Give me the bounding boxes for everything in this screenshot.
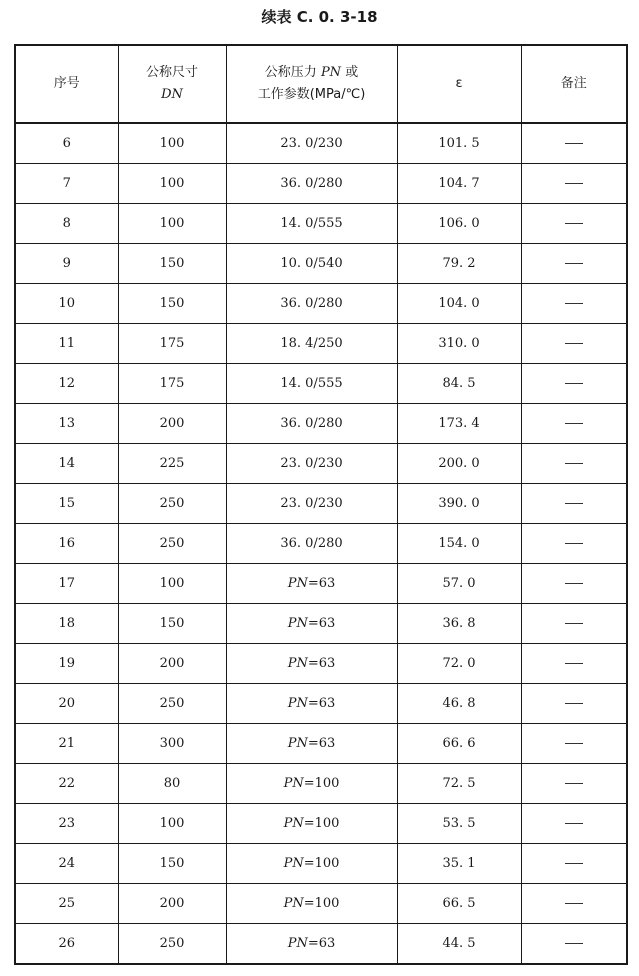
cell-epsilon: 154. 0 bbox=[397, 524, 521, 564]
cell-serial-no: 23 bbox=[15, 804, 118, 844]
cell-remarks bbox=[521, 484, 627, 524]
cell-pressure-param bbox=[226, 724, 397, 764]
cell-nominal-size: 150 bbox=[118, 844, 226, 884]
cell-epsilon: 66. 5 bbox=[397, 884, 521, 924]
cell-nominal-size: 150 bbox=[118, 244, 226, 284]
cell-serial-no: 22 bbox=[15, 764, 118, 804]
cell-pressure-param bbox=[226, 404, 397, 444]
table-row bbox=[15, 604, 627, 644]
cell-remarks bbox=[521, 764, 627, 804]
cell-pressure-param bbox=[226, 564, 397, 604]
cell-epsilon: 44. 5 bbox=[397, 924, 521, 965]
table-row bbox=[15, 524, 627, 564]
cell-pressure-param bbox=[226, 284, 397, 324]
header-dn-symbol: DN bbox=[161, 87, 183, 102]
table-row bbox=[15, 484, 627, 524]
cell-nominal-size: 250 bbox=[118, 524, 226, 564]
cell-pressure-param bbox=[226, 204, 397, 244]
cell-remarks bbox=[521, 123, 627, 164]
cell-epsilon: 104. 7 bbox=[397, 164, 521, 204]
dash-mark bbox=[565, 903, 583, 904]
pressure-value: =63 bbox=[307, 936, 336, 951]
cell-epsilon: 310. 0 bbox=[397, 324, 521, 364]
cell-pressure-param bbox=[226, 364, 397, 404]
cell-epsilon: 72. 0 bbox=[397, 644, 521, 684]
table-row bbox=[15, 564, 627, 604]
pressure-value: =63 bbox=[307, 736, 336, 751]
table-row bbox=[15, 204, 627, 244]
table-row bbox=[15, 164, 627, 204]
pressure-value: 23. 0/230 bbox=[280, 456, 343, 471]
cell-epsilon: 53. 5 bbox=[397, 804, 521, 844]
cell-serial-no: 14 bbox=[15, 444, 118, 484]
cell-nominal-size: 225 bbox=[118, 444, 226, 484]
cell-pressure-param bbox=[226, 524, 397, 564]
table-row bbox=[15, 324, 627, 364]
cell-serial-no: 24 bbox=[15, 844, 118, 884]
cell-remarks bbox=[521, 724, 627, 764]
pn-symbol: PN bbox=[287, 696, 308, 711]
cell-remarks bbox=[521, 324, 627, 364]
cell-nominal-size: 100 bbox=[118, 164, 226, 204]
cell-remarks bbox=[521, 284, 627, 324]
pressure-value: =100 bbox=[303, 856, 340, 871]
pn-symbol: PN bbox=[283, 816, 304, 831]
pressure-value: =63 bbox=[307, 616, 336, 631]
cell-epsilon: 104. 0 bbox=[397, 284, 521, 324]
dash-mark bbox=[565, 463, 583, 464]
cell-pressure-param bbox=[226, 444, 397, 484]
cell-epsilon: 84. 5 bbox=[397, 364, 521, 404]
cell-remarks bbox=[521, 364, 627, 404]
table-row bbox=[15, 364, 627, 404]
cell-nominal-size: 100 bbox=[118, 204, 226, 244]
cell-remarks bbox=[521, 524, 627, 564]
cell-nominal-size: 250 bbox=[118, 484, 226, 524]
dash-mark bbox=[565, 543, 583, 544]
pn-symbol: PN bbox=[287, 656, 308, 671]
table-row bbox=[15, 884, 627, 924]
cell-pressure-param bbox=[226, 484, 397, 524]
cell-pressure-param bbox=[226, 324, 397, 364]
cell-remarks bbox=[521, 844, 627, 884]
pressure-value: 36. 0/280 bbox=[280, 296, 343, 311]
cell-epsilon: 101. 5 bbox=[397, 123, 521, 164]
pressure-value: =63 bbox=[307, 696, 336, 711]
pressure-value: 36. 0/280 bbox=[280, 536, 343, 551]
table-row bbox=[15, 644, 627, 684]
header-pressure-prefix: 公称压力 bbox=[264, 65, 321, 80]
table-row bbox=[15, 684, 627, 724]
dash-mark bbox=[565, 863, 583, 864]
header-pressure bbox=[226, 45, 397, 123]
cell-remarks bbox=[521, 604, 627, 644]
pn-symbol: PN bbox=[283, 896, 304, 911]
header-nominal-size bbox=[118, 45, 226, 123]
cell-epsilon: 200. 0 bbox=[397, 444, 521, 484]
cell-serial-no: 10 bbox=[15, 284, 118, 324]
cell-nominal-size: 175 bbox=[118, 364, 226, 404]
cell-nominal-size: 200 bbox=[118, 404, 226, 444]
header-nominal-size-label: 公称尺寸 bbox=[145, 65, 198, 80]
cell-nominal-size: 300 bbox=[118, 724, 226, 764]
header-row bbox=[15, 45, 627, 123]
cell-epsilon: 390. 0 bbox=[397, 484, 521, 524]
table-row bbox=[15, 244, 627, 284]
dash-mark bbox=[565, 583, 583, 584]
dash-mark bbox=[565, 783, 583, 784]
pressure-value: 23. 0/230 bbox=[280, 496, 343, 511]
cell-epsilon: 72. 5 bbox=[397, 764, 521, 804]
pressure-value: 18. 4/250 bbox=[280, 336, 343, 351]
cell-serial-no: 11 bbox=[15, 324, 118, 364]
pn-symbol: PN bbox=[287, 616, 308, 631]
cell-pressure-param bbox=[226, 764, 397, 804]
cell-remarks bbox=[521, 804, 627, 844]
cell-epsilon: 173. 4 bbox=[397, 404, 521, 444]
cell-remarks bbox=[521, 884, 627, 924]
cell-epsilon: 35. 1 bbox=[397, 844, 521, 884]
pressure-value: =100 bbox=[303, 776, 340, 791]
cell-epsilon: 66. 6 bbox=[397, 724, 521, 764]
pressure-value: =63 bbox=[307, 656, 336, 671]
cell-pressure-param bbox=[226, 924, 397, 965]
cell-serial-no: 6 bbox=[15, 123, 118, 164]
table-row bbox=[15, 444, 627, 484]
cell-serial-no: 19 bbox=[15, 644, 118, 684]
dash-mark bbox=[565, 383, 583, 384]
cell-epsilon: 106. 0 bbox=[397, 204, 521, 244]
cell-nominal-size: 250 bbox=[118, 684, 226, 724]
cell-epsilon: 46. 8 bbox=[397, 684, 521, 724]
table-row bbox=[15, 804, 627, 844]
cell-remarks bbox=[521, 924, 627, 965]
cell-remarks bbox=[521, 444, 627, 484]
cell-serial-no: 15 bbox=[15, 484, 118, 524]
pn-symbol: PN bbox=[287, 736, 308, 751]
table-row bbox=[15, 123, 627, 164]
pn-symbol: PN bbox=[287, 936, 308, 951]
dash-mark bbox=[565, 183, 583, 184]
cell-pressure-param bbox=[226, 123, 397, 164]
cell-pressure-param bbox=[226, 164, 397, 204]
cell-epsilon: 36. 8 bbox=[397, 604, 521, 644]
table-body bbox=[15, 123, 627, 964]
cell-pressure-param bbox=[226, 644, 397, 684]
cell-serial-no: 9 bbox=[15, 244, 118, 284]
dash-mark bbox=[565, 423, 583, 424]
cell-remarks bbox=[521, 164, 627, 204]
cell-serial-no: 16 bbox=[15, 524, 118, 564]
pn-symbol: PN bbox=[287, 576, 308, 591]
pressure-value: 36. 0/280 bbox=[280, 176, 343, 191]
table-title: 续表 C. 0. 3-18 bbox=[261, 8, 378, 26]
pressure-value: 14. 0/555 bbox=[280, 376, 343, 391]
dash-mark bbox=[565, 343, 583, 344]
cell-remarks bbox=[521, 684, 627, 724]
header-work-params: 工作参数(MPa/℃) bbox=[257, 87, 366, 102]
cell-nominal-size: 250 bbox=[118, 924, 226, 965]
cell-remarks bbox=[521, 404, 627, 444]
cell-pressure-param bbox=[226, 684, 397, 724]
table-row bbox=[15, 284, 627, 324]
cell-nominal-size: 150 bbox=[118, 284, 226, 324]
pressure-value: 10. 0/540 bbox=[280, 256, 343, 271]
pressure-value: =100 bbox=[303, 896, 340, 911]
cell-serial-no: 13 bbox=[15, 404, 118, 444]
dash-mark bbox=[565, 303, 583, 304]
cell-pressure-param bbox=[226, 844, 397, 884]
header-epsilon: ε bbox=[397, 45, 521, 123]
dash-mark bbox=[565, 663, 583, 664]
cell-remarks bbox=[521, 564, 627, 604]
cell-serial-no: 12 bbox=[15, 364, 118, 404]
dash-mark bbox=[565, 623, 583, 624]
dash-mark bbox=[565, 143, 583, 144]
dash-mark bbox=[565, 743, 583, 744]
table-row bbox=[15, 924, 627, 965]
cell-nominal-size: 200 bbox=[118, 884, 226, 924]
pressure-value: 36. 0/280 bbox=[280, 416, 343, 431]
cell-serial-no: 17 bbox=[15, 564, 118, 604]
pressure-value: 23. 0/230 bbox=[280, 136, 343, 151]
cell-nominal-size: 175 bbox=[118, 324, 226, 364]
cell-remarks bbox=[521, 644, 627, 684]
cell-serial-no: 26 bbox=[15, 924, 118, 965]
dash-mark bbox=[565, 703, 583, 704]
cell-serial-no: 21 bbox=[15, 724, 118, 764]
dash-mark bbox=[565, 823, 583, 824]
pn-symbol: PN bbox=[283, 856, 304, 871]
data-table bbox=[14, 44, 628, 965]
cell-nominal-size: 200 bbox=[118, 644, 226, 684]
cell-remarks bbox=[521, 204, 627, 244]
pn-symbol: PN bbox=[283, 776, 304, 791]
cell-nominal-size: 100 bbox=[118, 804, 226, 844]
pressure-value: =63 bbox=[307, 576, 336, 591]
cell-serial-no: 25 bbox=[15, 884, 118, 924]
pressure-value: 14. 0/555 bbox=[280, 216, 343, 231]
cell-pressure-param bbox=[226, 884, 397, 924]
cell-nominal-size: 80 bbox=[118, 764, 226, 804]
cell-epsilon: 57. 0 bbox=[397, 564, 521, 604]
cell-serial-no: 8 bbox=[15, 204, 118, 244]
table-row bbox=[15, 724, 627, 764]
cell-nominal-size: 100 bbox=[118, 123, 226, 164]
pressure-value: =100 bbox=[303, 816, 340, 831]
table-row bbox=[15, 404, 627, 444]
cell-serial-no: 18 bbox=[15, 604, 118, 644]
cell-nominal-size: 100 bbox=[118, 564, 226, 604]
header-pressure-line1 bbox=[227, 62, 397, 84]
dash-mark bbox=[565, 503, 583, 504]
dash-mark bbox=[565, 943, 583, 944]
cell-nominal-size: 150 bbox=[118, 604, 226, 644]
cell-remarks bbox=[521, 244, 627, 284]
table-row bbox=[15, 764, 627, 804]
dash-mark bbox=[565, 263, 583, 264]
header-pressure-suffix: 或 bbox=[341, 65, 359, 80]
cell-pressure-param bbox=[226, 804, 397, 844]
table-row bbox=[15, 844, 627, 884]
header-remarks: 备注 bbox=[521, 45, 627, 123]
dash-mark bbox=[565, 223, 583, 224]
cell-serial-no: 7 bbox=[15, 164, 118, 204]
cell-epsilon: 79. 2 bbox=[397, 244, 521, 284]
cell-pressure-param bbox=[226, 244, 397, 284]
cell-serial-no: 20 bbox=[15, 684, 118, 724]
header-pn-symbol: PN bbox=[320, 65, 342, 80]
header-serial-no: 序号 bbox=[15, 45, 118, 123]
cell-pressure-param bbox=[226, 604, 397, 644]
